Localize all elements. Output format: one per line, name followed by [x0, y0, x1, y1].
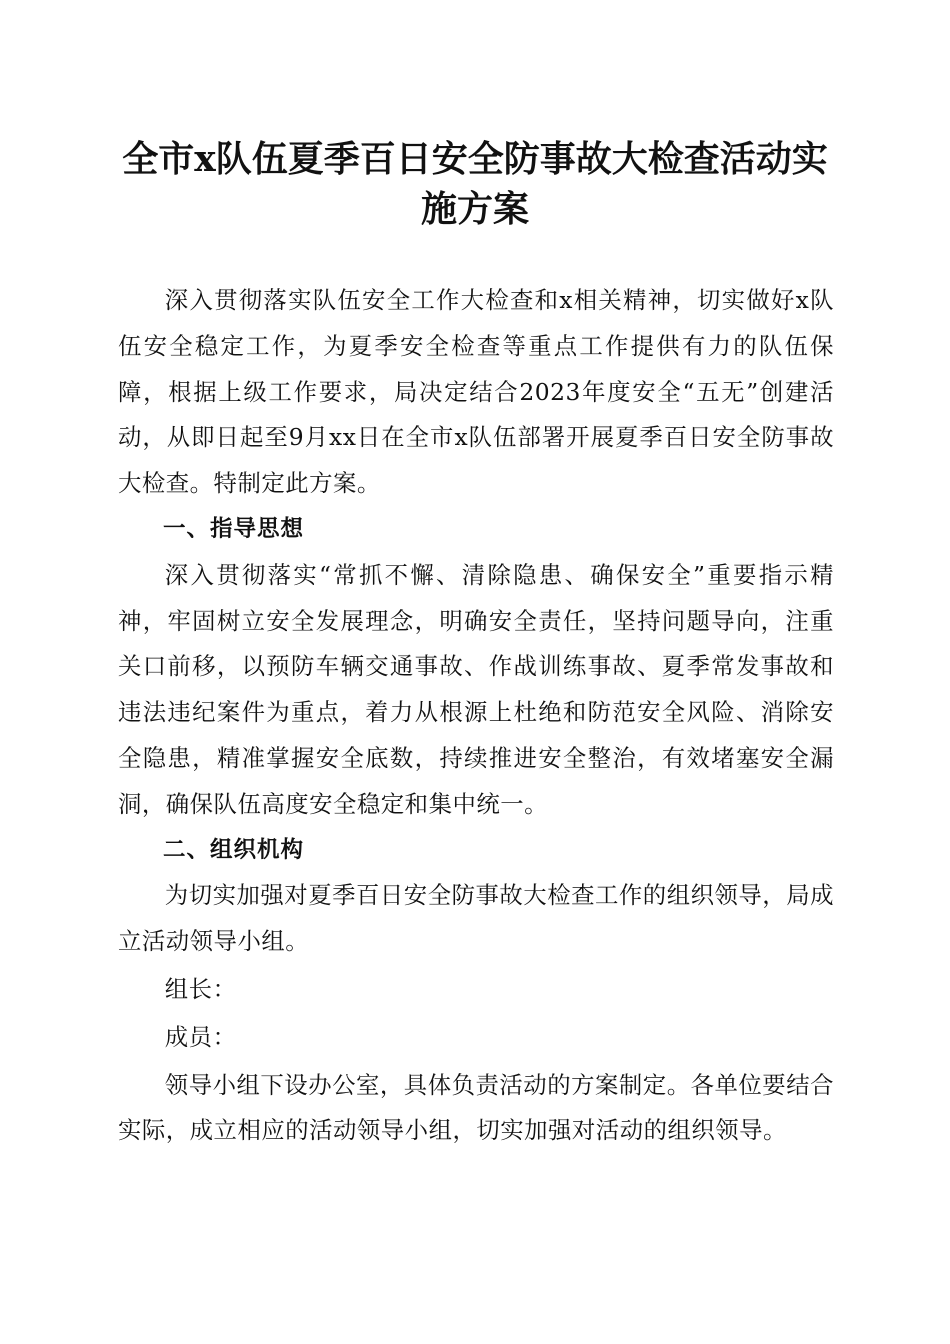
organization-paragraph: 为切实加强对夏季百日安全防事故大检查工作的组织领导，局成立活动领导小组。	[118, 881, 834, 956]
leader-label: 组长：	[164, 974, 237, 1003]
section-heading-guiding-ideology: 一、指导思想	[163, 515, 305, 542]
document-body	[118, 278, 834, 1154]
intro-paragraph: 深入贯彻落实队伍安全工作大检查和x相关精神，切实做好x队伍安全稳定工作，为夏季安全检查等重点工作提供有力的队伍保障，根据上级工作要求，局决定结合2023年度安全“五无”创建活动，从即日起至9月xx日在全市x队伍部署开展夏季百日安全防事故大检查。特制定此方案。	[118, 286, 834, 498]
title-line-2: 施方案	[420, 188, 529, 230]
title-line-1: 全市x队伍夏季百日安全防事故大检查活动实	[122, 138, 828, 180]
members-label: 成员：	[164, 1022, 237, 1051]
section-heading-organization: 二、组织机构	[163, 836, 305, 863]
guiding-ideology-paragraph: 深入贯彻落实“常抓不懈、清除隐患、确保安全”重要指示精神，牢固树立安全发展理念，明确安全责任，坚持问题导向，注重关口前移，以预防车辆交通事故、作战训练事故、夏季常发事故和违法违纪案件为重点，着力从根源上杜绝和防范安全风险、消除安全隐患，精准掌握安全底数，持续推进安全整治，有效堵塞安全漏洞，确保队伍高度安全稳定和集中统一。	[118, 560, 834, 818]
document-title	[110, 134, 840, 234]
office-paragraph: 领导小组下设办公室，具体负责活动的方案制定。各单位要结合实际，成立相应的活动领导小组，切实加强对活动的组织领导。	[118, 1070, 834, 1145]
